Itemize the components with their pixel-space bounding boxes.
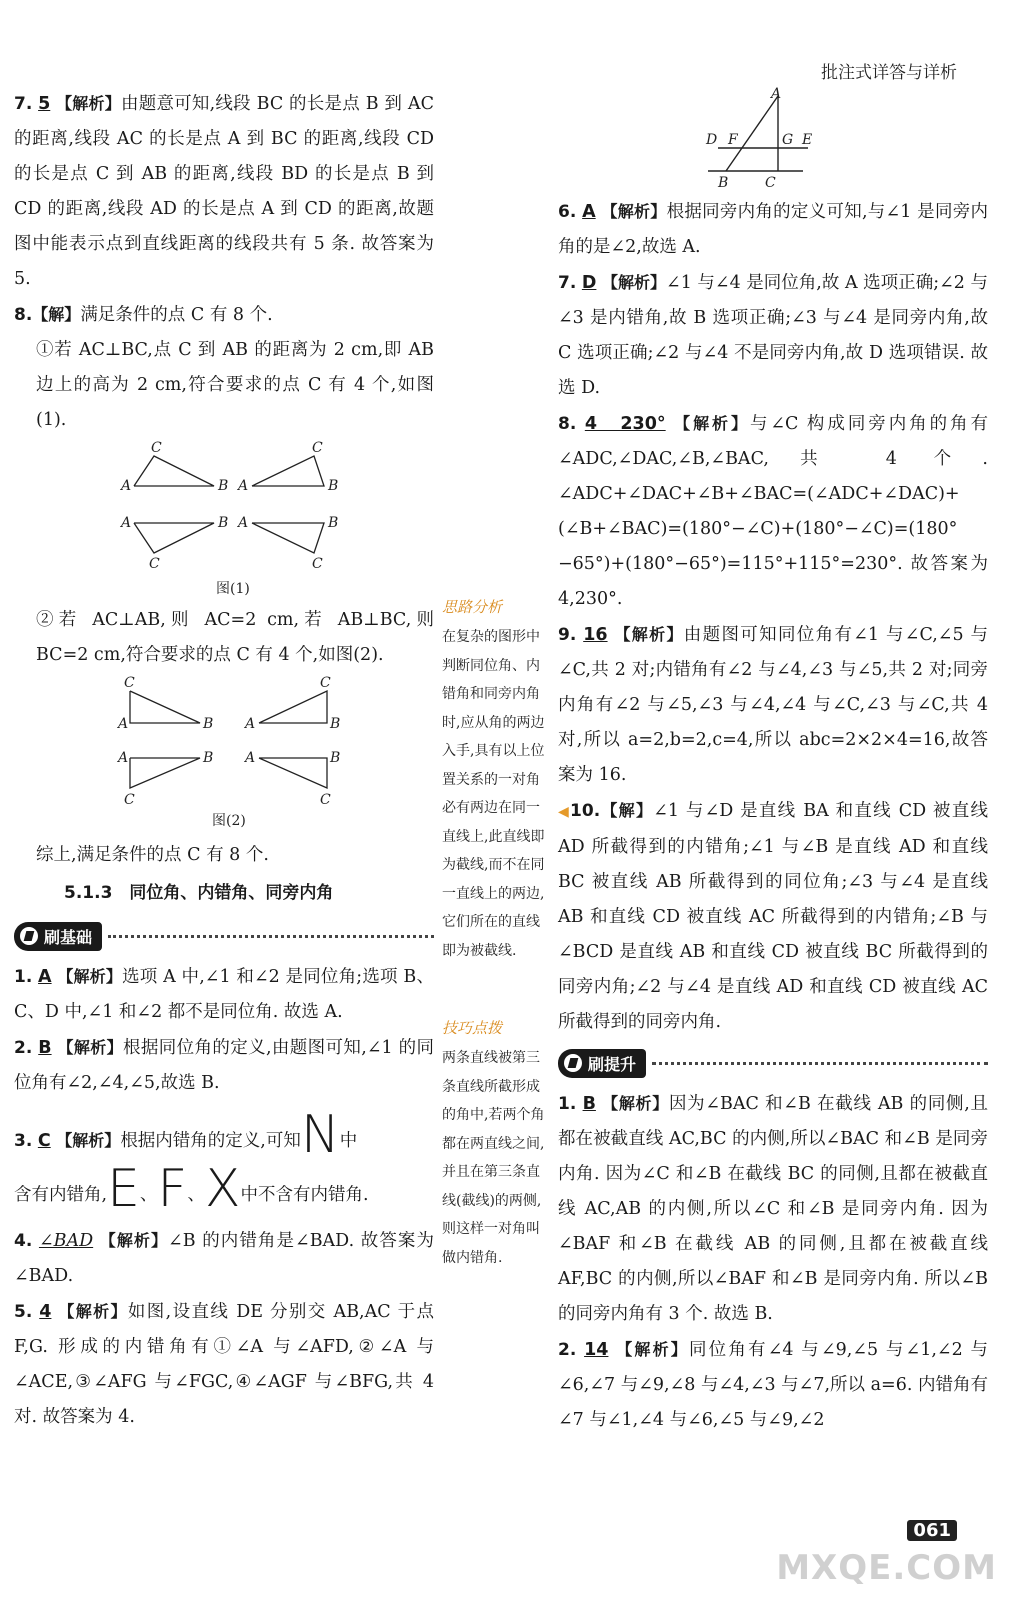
fig2-label-b: B — [203, 750, 214, 766]
question-4-basic: 4. ∠BAD 【解析】∠B 的内错角是∠BAD. 故答案为∠BAD. — [14, 1231, 434, 1286]
fig2-label-c: C — [124, 675, 135, 691]
side-text-tips: 两条直线被第三条直线所截形成的角中,若两个角都在两直线之间,并且在第三条直线(截线)的两侧,则这样一对角叫做内错角. — [442, 1050, 545, 1266]
question-7-right: 7. D 【解析】∠1 与∠4 是同位角,故 A 选项正确;∠2 与∠3 是内错角,故 B 选项正确;∠3 与∠4 是同旁内角,故 C 选项正确;∠2 与∠4 不是同旁内角,故 D 选项错误. 故选 D. — [558, 273, 988, 398]
figq5-label-b: B — [718, 175, 729, 191]
fig1-tri-4 — [252, 523, 324, 553]
fig1-label-b: B — [218, 478, 229, 494]
brush-icon — [20, 927, 38, 945]
arrow-icon: ◀ — [558, 804, 571, 820]
letter-e: E — [107, 1159, 140, 1219]
figq5-label-d: D — [706, 132, 718, 148]
figq5-label-g: G — [782, 132, 794, 148]
question-1-advanced: 1. B 【解析】因为∠BAC 和∠B 在截线 AB 的同侧,且都在被截直线 AC,BC 的内侧,所以∠BAC 和∠B 是同旁内角. 因为∠C 和∠B 在截线 BC 的同侧,且都在被截直线 AC,AB 的内侧,所以∠C 和∠B 是同旁内角. 因为∠BAF 和∠B 在截线 AB 的同侧,且都在被截直线 AF,BC 的内侧,所以∠BAF 和∠B 是同旁内角. 所以∠B 的同旁内角有 3 个. 故选 B. — [558, 1094, 988, 1324]
question-6-right: 6. A 【解析】根据同旁内角的定义可知,与∠1 是同旁内角的是∠2,故选 A. — [558, 202, 988, 257]
figq5-label-c: C — [765, 175, 776, 191]
side-notes — [442, 596, 550, 1272]
section-title: 5.1.3 同位角、内错角、同旁内角 — [64, 883, 334, 903]
fig2-label-c: C — [320, 792, 331, 808]
figure-1-triangles — [14, 438, 434, 603]
fig1-label-c: C — [312, 440, 323, 456]
fig1-tri-2 — [252, 456, 324, 486]
brush-icon — [564, 1054, 582, 1072]
badge-basic: 刷基础 — [14, 919, 434, 953]
fig2-label-c: C — [124, 792, 135, 808]
q8-case1: ①若 AC⊥BC,点 C 到 AB 的距离为 2 cm,即 AB 边上的高为 2 cm,符合要求的点 C 有 4 个,如图(1). — [36, 340, 434, 430]
question-1-basic: 1. A 【解析】选项 A 中,∠1 和∠2 是同位角;选项 B、C、D 中,∠1 和∠2 都不是同位角. 故选 A. — [14, 967, 434, 1022]
watermark: MXQE.COM — [776, 1548, 997, 1588]
fig1-caption: 图(1) — [216, 581, 250, 597]
figure-q5-diagram — [558, 86, 988, 194]
side-head-tips: 技巧点拨 — [442, 1019, 503, 1037]
fig1-tri-3 — [134, 523, 214, 553]
fig2-tri-4 — [259, 758, 327, 788]
fig1-label-a: A — [121, 515, 132, 531]
question-7-left: 7. 5 【解析】由题意可知,线段 BC 的长是点 B 到 AC 的距离,线段 AC 的长是点 A 到 BC 的距离,线段 CD 的长是点 C 到 AB 的距离,线段 BD 的长是点 B 到 CD 的距离,线段 AD 的长是点 A 到 CD 的距离,故题图中能表示点到直线距离的线段共有 5 条. 故答案为 5. — [14, 94, 434, 289]
fig1-label-b: B — [218, 515, 229, 531]
fig2-label-a: A — [118, 716, 129, 732]
fig1-label-c: C — [312, 556, 323, 572]
figure-1 — [14, 438, 434, 603]
fig2-label-a: A — [245, 750, 256, 766]
question-8-right: 8. 4 230° 【解析】与∠C 构成同旁内角的角有∠ADC,∠DAC,∠B,∠BAC,共 4 个. ∠ADC+∠DAC+∠B+∠BAC=(∠ADC+∠DAC)+(∠B+∠BAC)=(180°−∠C)+(180°−∠C)=(180°−65°)+(180°−65°)=115°+115°=230°. 故答案为 4,230°. — [558, 414, 988, 609]
answer: 5 — [38, 94, 51, 114]
fig2-label-b: B — [330, 750, 341, 766]
figure-q5 — [558, 86, 988, 194]
left-column — [14, 86, 434, 1435]
q8-conclusion: 综上,满足条件的点 C 有 8 个. — [36, 845, 269, 865]
fig1-label-a: A — [238, 478, 249, 494]
figure-2-triangles — [14, 673, 434, 838]
fig1-label-c: C — [149, 556, 160, 572]
letter-n: N — [300, 1105, 340, 1165]
question-2-advanced: 2. 14 【解析】同位角有∠4 与∠9,∠5 与∠1,∠2 与∠6,∠7 与∠9,∠8 与∠4,∠3 与∠7,所以 a=6. 内错角有∠7 与∠1,∠4 与∠6,∠5 与∠9,∠2 — [558, 1340, 988, 1430]
side-head-thinking: 思路分析 — [442, 598, 503, 616]
question-2-basic: 2. B 【解析】根据同位角的定义,由题图可知,∠1 的同位角有∠2,∠4,∠5,故选 B. — [14, 1038, 434, 1093]
fig1-tri-1 — [134, 456, 214, 486]
figure-2 — [14, 673, 434, 838]
fig1-label-a: A — [121, 478, 132, 494]
fig1-label-a: A — [238, 515, 249, 531]
fig1-label-b: B — [328, 478, 339, 494]
question-10-right: ◀10.【解】∠1 与∠D 是直线 BA 和直线 CD 被直线 AD 所截得到的内错角;∠1 与∠B 是直线 AD 和直线 BC 被直线 AB 所截得到的同位角;∠3 与∠4 是直线 AB 和直线 CD 被直线 AC 所截得到的内错角;∠B 与∠BCD 是直线 AB 和直线 CD 被直线 BC 所截得到的同旁内角;∠2 与∠4 是直线 AD 和直线 CD 被直线 AC 所截得到的同旁内角. — [558, 801, 988, 1032]
page-header: 批注式详答与详析 — [821, 63, 957, 83]
page-number: 061 — [907, 1520, 957, 1541]
fig2-tri-3 — [130, 758, 200, 788]
figq5-label-f: F — [728, 132, 738, 148]
q8-case2: ②若 AC⊥AB,则 AC=2 cm,若 AB⊥BC,则 BC=2 cm,符合要求的点 C 有 4 个,如图(2). — [36, 610, 434, 665]
figq5-label-a: A — [771, 86, 782, 102]
fig2-label-b: B — [203, 716, 214, 732]
letter-x: X — [204, 1159, 241, 1219]
fig2-label-b: B — [330, 716, 341, 732]
question-5-basic: 5. 4 【解析】如图,设直线 DE 分别交 AB,AC 于点 F,G. 形成的内错角有①∠A 与∠AFD,②∠A 与∠ACE,③∠AFG 与∠FGC,④∠AGF 与∠BFG,共 4 对. 故答案为 4. — [14, 1302, 434, 1427]
fig2-label-c: C — [320, 675, 331, 691]
side-text-thinking: 在复杂的图形中判断同位角、内错角和同旁内角时,应从角的两边入手,具有以上位置关系的一对角必有两边在同一直线上,此直线即为截线,而不在同一直线上的两边,它们所在的直线即为被截线. — [442, 629, 545, 959]
fig2-tri-1 — [130, 691, 200, 723]
fig1-label-c: C — [151, 440, 162, 456]
right-column — [558, 86, 988, 1438]
question-3-basic: 3. C 【解析】根据内错角的定义,可知N中 含有内错角,E、F、X中不含有内错角. — [14, 1105, 369, 1219]
fig2-label-a: A — [245, 716, 256, 732]
fig2-label-a: A — [118, 750, 129, 766]
letter-f: F — [157, 1159, 188, 1219]
question-9-right: 9. 16 【解析】由题图可知同位角有∠1 与∠C,∠5 与∠C,共 2 对;内错角有∠2 与∠4,∠3 与∠5,共 2 对;同旁内角有∠2 与∠5,∠3 与∠4,∠4 与∠C,∠3 与∠C,共 4 对,所以 a=2,b=2,c=4,所以 abc=2×2×4=16,故答案为 16. — [558, 625, 988, 785]
fig2-tri-2 — [259, 691, 327, 723]
figq5-label-e: E — [802, 132, 813, 148]
question-8-left: 8.【解】满足条件的点 C 有 8 个. — [14, 305, 273, 325]
fig1-label-b: B — [328, 515, 339, 531]
badge-advanced: 刷提升 — [558, 1046, 988, 1080]
fig2-caption: 图(2) — [212, 813, 246, 829]
